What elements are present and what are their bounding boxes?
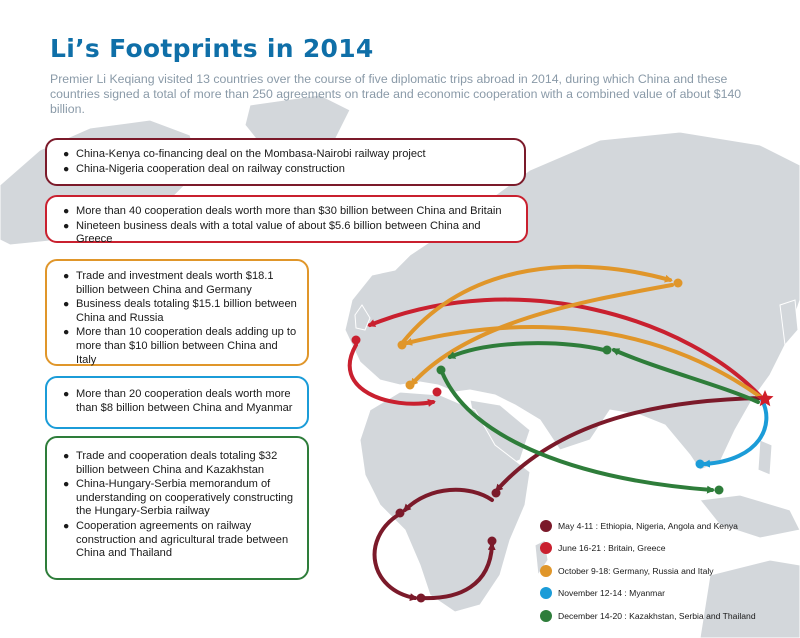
deals-box-kazakhstan-serbia-thailand <box>45 436 309 580</box>
legend <box>540 517 790 629</box>
legend-label: November 12-14 : Myanmar <box>558 588 665 599</box>
deals-box-germany-russia-italy <box>45 259 309 366</box>
circle-marker-icon <box>352 336 361 345</box>
legend-label: October 9-18: Germany, Russia and Italy <box>558 565 714 576</box>
circle-marker-icon <box>696 460 705 469</box>
circle-marker-icon <box>603 346 612 355</box>
deal-item: ● Cooperation agreements on railway construction and agricultural trade between China and Thailand <box>63 520 297 561</box>
circle-marker-icon <box>674 279 683 288</box>
legend-item-november <box>540 584 790 602</box>
circle-marker-icon <box>433 388 442 397</box>
circle-marker-icon <box>406 381 415 390</box>
page-title: Li’s Footprints in 2014 <box>50 34 374 63</box>
circle-marker-icon <box>437 366 446 375</box>
deal-item: ● China-Nigeria cooperation deal on railway construction <box>63 163 514 177</box>
deals-box-myanmar <box>45 376 309 429</box>
circle-marker-icon <box>488 537 497 546</box>
circle-marker-icon <box>540 587 552 599</box>
circle-marker-icon <box>492 489 501 498</box>
circle-marker-icon <box>398 341 407 350</box>
circle-marker-icon <box>540 565 552 577</box>
deal-item: ● More than 10 cooperation deals adding up to more than $10 billion between China and Italy <box>63 326 297 367</box>
circle-marker-icon <box>540 542 552 554</box>
circle-marker-icon <box>540 520 552 532</box>
legend-label: May 4-11 : Ethiopia, Nigeria, Angola and Kenya <box>558 521 738 531</box>
page-subtitle: Premier Li Keqiang visited 13 countries over the course of five diplomatic trips abroad in 2014, during which China and these countries signed a total of more than 250 agreements on trade and economic cooperation with a combined value of about $140 billion. <box>50 72 742 116</box>
philippines <box>758 440 772 475</box>
deal-item: ● Trade and cooperation deals totaling $32 billion between China and Kazakhstan <box>63 450 297 477</box>
legend-label: December 14-20 : Kazakhstan, Serbia and Thailand <box>558 610 756 621</box>
circle-marker-icon <box>715 486 724 495</box>
legend-item-december <box>540 607 790 625</box>
deals-box-africa <box>45 138 526 186</box>
deal-item: ● More than 40 cooperation deals worth more than $30 billion between China and Britain <box>63 205 516 219</box>
legend-item-june <box>540 539 790 557</box>
circle-marker-icon <box>396 509 405 518</box>
deal-item: ● More than 20 cooperation deals worth more than $8 billion between China and Myanmar <box>63 388 297 415</box>
deal-item: ● Business deals totaling $15.1 billion between China and Russia <box>63 298 297 325</box>
deals-box-britain-greece <box>45 195 528 246</box>
circle-marker-icon <box>417 594 426 603</box>
circle-marker-icon <box>540 610 552 622</box>
deal-item: ● China-Kenya co-financing deal on the Mombasa-Nairobi railway project <box>63 148 514 162</box>
legend-label: June 16-21 : Britain, Greece <box>558 543 666 554</box>
deal-item: ● Trade and investment deals worth $18.1 billion between China and Germany <box>63 270 297 297</box>
deal-item: ● Nineteen business deals with a total value of about $5.6 billion between China and Greece <box>63 220 516 247</box>
deal-item: ● China-Hungary-Serbia memorandum of understanding on cooperatively constructing the Hungary-Serbia railway <box>63 478 297 519</box>
legend-item-october <box>540 562 790 580</box>
legend-item-may <box>540 517 790 535</box>
